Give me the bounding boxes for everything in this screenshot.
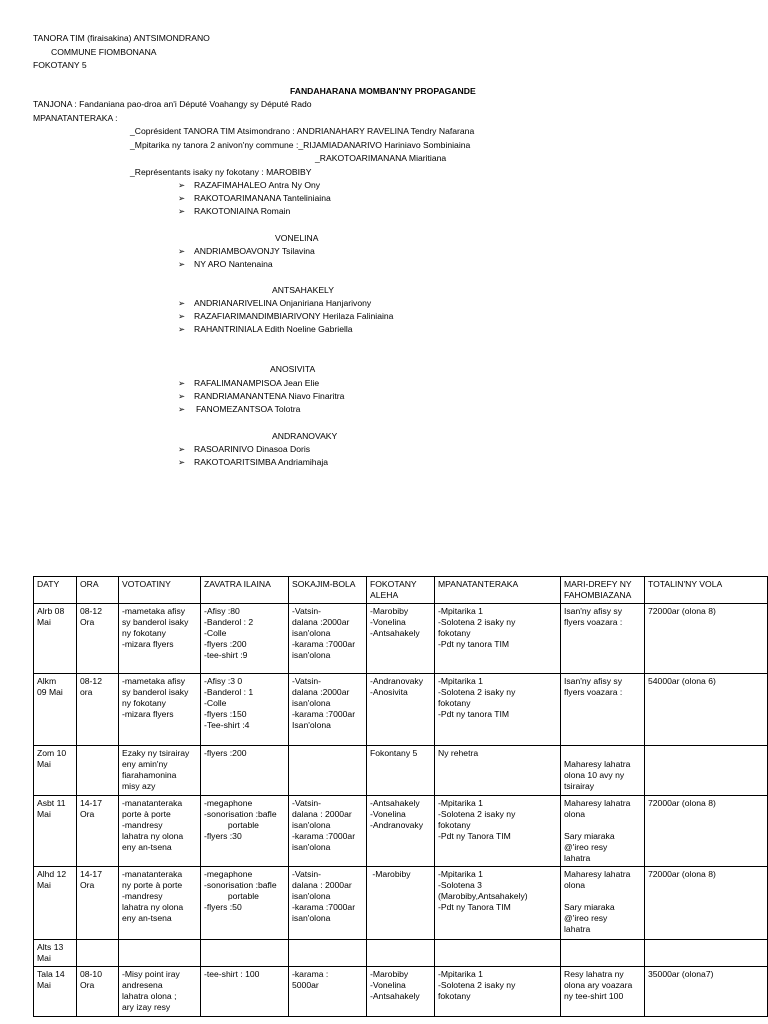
cell-text: -Antsahakely xyxy=(370,798,420,808)
cell-text: Maharesy lahatra xyxy=(564,759,631,769)
cell-text: 09 Mai xyxy=(37,687,63,697)
cell-sokajim-bola xyxy=(289,867,367,940)
cell-text: isan'olona xyxy=(292,913,331,923)
cell-text: olona 10 avy ny xyxy=(564,770,625,780)
cell-text: -mametaka afisy xyxy=(122,606,186,616)
cell-text: isan'olona xyxy=(292,628,331,638)
cell-text: isan'olona xyxy=(292,698,331,708)
cell-totalin-ny-vola xyxy=(645,674,768,746)
cell-text: ary izay resy xyxy=(122,1002,171,1012)
cell-text: lahatra ny olona xyxy=(122,831,184,841)
cell-text xyxy=(564,748,641,759)
cell-sokajim-bola xyxy=(289,604,367,674)
cell-text: Ora xyxy=(80,809,95,819)
cell-text: VOTOATINY xyxy=(122,579,171,589)
cell-text: -Mpitarika 1 xyxy=(438,869,483,879)
cell-text: olona ary voazara xyxy=(564,980,633,990)
cell-text: -tee-shirt : 100 xyxy=(204,969,260,979)
group-heading: VONELINA xyxy=(275,233,319,243)
cell-ora xyxy=(77,604,119,674)
arrow-bullet-icon: ➢ xyxy=(178,444,186,454)
cell-text: flyers voazara : xyxy=(564,687,623,697)
cell-text: Alrb 08 xyxy=(37,606,65,616)
cell-text: -Colle xyxy=(204,628,227,638)
cell-text: -mandresy xyxy=(122,820,163,830)
cell-fokotany-aleha xyxy=(367,674,435,746)
cell-text: flyers voazara : xyxy=(564,617,623,627)
cell-fokotany-aleha xyxy=(367,796,435,867)
cell-zavatra-ilaina xyxy=(201,604,289,674)
cell-ora xyxy=(77,967,119,1017)
cell-text: -Vatsin- xyxy=(292,798,321,808)
cell-text: -Afisy :80 xyxy=(204,606,240,616)
cell-text: -Anosivita xyxy=(370,687,408,697)
cell-text: dalana :2000ar xyxy=(292,617,350,627)
cell-text: -Vatsin- xyxy=(292,606,321,616)
cell-text: 14-17 xyxy=(80,869,102,879)
arrow-bullet-icon: ➢ xyxy=(178,378,186,388)
group-heading: ANDRANOVAKY xyxy=(272,431,338,441)
header-line-1: TANORA TIM (firaisakina) ANTSIMONDRANO xyxy=(33,33,210,43)
cell-text xyxy=(564,891,641,902)
copresident-line: _Coprésident TANORA TIM Atsimondrano : ANDRIANAHARY RAVELINA Tendry Nafarana xyxy=(130,126,475,136)
cell-text: -Vatsin- xyxy=(292,676,321,686)
header-line-3: FOKOTANY 5 xyxy=(33,60,87,70)
cell-text: @'ireo resy xyxy=(564,913,608,923)
schedule-table xyxy=(33,576,768,1017)
cell-mari-drefy xyxy=(561,940,645,967)
cell-text: -Vonelina xyxy=(370,980,406,990)
cell-text: Asbt 11 xyxy=(37,798,66,808)
cell-text: sy banderol isaky xyxy=(122,687,189,697)
header-cell-totalin-ny-vola xyxy=(645,577,768,604)
cell-text: Mai xyxy=(37,809,51,819)
cell-text: eny amin'ny xyxy=(122,759,168,769)
group-heading: ANOSIVITA xyxy=(270,364,316,374)
cell-text: Isan'olona xyxy=(292,720,331,730)
table-row xyxy=(34,867,768,940)
arrow-bullet-icon: ➢ xyxy=(178,206,186,216)
cell-totalin-ny-vola xyxy=(645,604,768,674)
cell-text: -Colle xyxy=(204,698,227,708)
cell-text: Tala 14 xyxy=(37,969,65,979)
header-cell-mari-drefy xyxy=(561,577,645,604)
cell-text: 5000ar xyxy=(292,980,319,990)
cell-mpanatanteraka xyxy=(435,867,561,940)
cell-text: Alhd 12 xyxy=(37,869,67,879)
cell-text: -karama : xyxy=(292,969,329,979)
cell-totalin-ny-vola xyxy=(645,967,768,1017)
cell-text: -flyers :200 xyxy=(204,639,247,649)
cell-text: -Marobiby xyxy=(370,969,409,979)
cell-mpanatanteraka xyxy=(435,746,561,796)
cell-text: SOKAJIM-BOLA xyxy=(292,579,356,589)
cell-text: -flyers :50 xyxy=(204,902,242,912)
cell-daty xyxy=(34,796,77,867)
cell-daty xyxy=(34,674,77,746)
cell-text: -Banderol : 1 xyxy=(204,687,254,697)
arrow-bullet-icon: ➢ xyxy=(178,180,186,190)
cell-text: -Solotena 2 isaky ny xyxy=(438,809,516,819)
cell-text: Mai xyxy=(37,759,51,769)
cell-text: lahatra olona ; xyxy=(122,991,177,1001)
cell-totalin-ny-vola xyxy=(645,746,768,796)
cell-text: -Pdt ny Tanora TIM xyxy=(438,831,511,841)
arrow-bullet-icon: ➢ xyxy=(178,311,186,321)
cell-text: 14-17 xyxy=(80,798,102,808)
cell-votoatiny xyxy=(119,674,201,746)
cell-text: -mizara flyers xyxy=(122,709,174,719)
cell-text: fokotany xyxy=(438,991,471,1001)
cell-text: ny fokotany xyxy=(122,628,166,638)
cell-text: lahatra xyxy=(564,924,591,934)
cell-text: isan'olona xyxy=(292,650,331,660)
cell-text: Ora xyxy=(80,617,95,627)
cell-text: ny porte à porte xyxy=(122,880,183,890)
cell-text: Sary miaraka xyxy=(564,902,615,912)
cell-text xyxy=(564,820,641,831)
cell-sokajim-bola xyxy=(289,967,367,1017)
cell-text: -Solotena 2 isaky ny xyxy=(438,980,516,990)
header-line-2: COMMUNE FIOMBONANA xyxy=(51,47,157,57)
mpanatanteraka-label: MPANATANTERAKA : xyxy=(33,113,118,123)
cell-votoatiny xyxy=(119,967,201,1017)
cell-votoatiny xyxy=(119,604,201,674)
header-cell-fokotany-aleha xyxy=(367,577,435,604)
cell-text: 72000ar (olona 8) xyxy=(648,606,716,616)
cell-text: -Tee-shirt :4 xyxy=(204,720,250,730)
cell-text: -Solotena 2 isaky ny xyxy=(438,687,516,697)
cell-text: misy azy xyxy=(122,781,156,791)
header-cell-ora xyxy=(77,577,119,604)
cell-text: portable xyxy=(204,891,259,901)
cell-text: Mai xyxy=(37,980,51,990)
cell-text: Isan'ny afisy sy xyxy=(564,676,622,686)
cell-text: fokotany xyxy=(438,820,471,830)
cell-zavatra-ilaina xyxy=(201,674,289,746)
table-row xyxy=(34,796,768,867)
cell-text: Mai xyxy=(37,617,51,627)
cell-text: -karama :7000ar xyxy=(292,831,356,841)
cell-text: -mandresy xyxy=(122,891,163,901)
cell-text: -Mpitarika 1 xyxy=(438,606,483,616)
cell-text: -Pdt ny Tanora TIM xyxy=(438,902,511,912)
cell-fokotany-aleha xyxy=(367,867,435,940)
cell-text: -Mpitarika 1 xyxy=(438,798,483,808)
cell-text: -Andranovaky xyxy=(370,820,424,830)
cell-text: 08-12 xyxy=(80,676,102,686)
arrow-bullet-icon: ➢ xyxy=(178,193,186,203)
cell-mpanatanteraka xyxy=(435,674,561,746)
group-heading: ANTSAHAKELY xyxy=(272,285,334,295)
arrow-bullet-icon: ➢ xyxy=(178,298,186,308)
cell-fokotany-aleha xyxy=(367,940,435,967)
cell-text: -flyers :150 xyxy=(204,709,247,719)
arrow-bullet-icon: ➢ xyxy=(178,404,186,414)
cell-text: 54000ar (olona 6) xyxy=(648,676,716,686)
cell-text: -mizara flyers xyxy=(122,639,174,649)
header-cell-zavatra-ilaina xyxy=(201,577,289,604)
cell-text: -megaphone xyxy=(204,869,253,879)
cell-text: -sonorisation :bafle xyxy=(204,809,277,819)
cell-text: -manatanteraka xyxy=(122,798,183,808)
cell-text: isan'olona xyxy=(292,820,331,830)
cell-text: MPANATANTERAKA xyxy=(438,579,519,589)
cell-fokotany-aleha xyxy=(367,746,435,796)
cell-text: Mai xyxy=(37,953,51,963)
cell-text: eny an-tsena xyxy=(122,842,172,852)
cell-fokotany-aleha xyxy=(367,604,435,674)
cell-votoatiny xyxy=(119,940,201,967)
cell-text: @'ireo resy xyxy=(564,842,608,852)
cell-text: ZAVATRA ILAINA xyxy=(204,579,271,589)
cell-text: FAHOMBIAZANA xyxy=(564,590,632,600)
cell-text: MARI-DREFY NY xyxy=(564,579,632,589)
cell-totalin-ny-vola xyxy=(645,940,768,967)
cell-text: ORA xyxy=(80,579,99,589)
cell-text: -Marobiby xyxy=(370,869,411,879)
cell-text: -Mpitarika 1 xyxy=(438,969,483,979)
cell-mpanatanteraka xyxy=(435,967,561,1017)
cell-text: fiarahamonina xyxy=(122,770,177,780)
cell-text: Sary miaraka xyxy=(564,831,615,841)
cell-fokotany-aleha xyxy=(367,967,435,1017)
cell-votoatiny xyxy=(119,746,201,796)
cell-text: TOTALIN'NY VOLA xyxy=(648,579,723,589)
cell-ora xyxy=(77,746,119,796)
cell-text: -Vonelina xyxy=(370,809,406,819)
cell-text: fokotany xyxy=(438,628,471,638)
cell-text: tsirairay xyxy=(564,781,595,791)
cell-votoatiny xyxy=(119,867,201,940)
cell-text: 08-10 xyxy=(80,969,102,979)
cell-text: eny an-tsena xyxy=(122,913,172,923)
cell-text: sy banderol isaky xyxy=(122,617,189,627)
cell-text: Alts 13 xyxy=(37,942,64,952)
cell-daty xyxy=(34,940,77,967)
cell-zavatra-ilaina xyxy=(201,796,289,867)
cell-text: -Vonelina xyxy=(370,617,406,627)
cell-mari-drefy xyxy=(561,604,645,674)
cell-text: portable xyxy=(204,820,259,830)
cell-totalin-ny-vola xyxy=(645,796,768,867)
cell-text: FOKOTANY xyxy=(370,579,417,589)
cell-text: Mai xyxy=(37,880,51,890)
cell-text: isan'olona xyxy=(292,842,331,852)
cell-sokajim-bola xyxy=(289,796,367,867)
mpitarika-line-1: _Mpitarika ny tanora 2 anivon'ny commune :_RIJAMIADANARIVO Hariniavo Sombiniaina xyxy=(130,140,471,150)
cell-text: DATY xyxy=(37,579,60,589)
arrow-bullet-icon: ➢ xyxy=(178,457,186,467)
cell-text: -karama :7000ar xyxy=(292,709,356,719)
cell-text: -Misy point iray xyxy=(122,969,180,979)
table-row xyxy=(34,967,768,1017)
representants-line: _Représentants isaky ny fokotany : MAROBIBY xyxy=(130,167,312,177)
cell-text: ora xyxy=(80,687,93,697)
cell-text: Alkm xyxy=(37,676,57,686)
cell-daty xyxy=(34,746,77,796)
cell-votoatiny xyxy=(119,796,201,867)
cell-text: -karama :7000ar xyxy=(292,639,356,649)
cell-ora xyxy=(77,940,119,967)
cell-text: lahatra xyxy=(564,853,591,863)
cell-mari-drefy xyxy=(561,796,645,867)
cell-text: andresena xyxy=(122,980,163,990)
cell-text: porte à porte xyxy=(122,809,171,819)
cell-text: dalana :2000ar xyxy=(292,687,350,697)
cell-zavatra-ilaina xyxy=(201,746,289,796)
arrow-bullet-icon: ➢ xyxy=(178,246,186,256)
cell-sokajim-bola xyxy=(289,746,367,796)
cell-sokajim-bola xyxy=(289,674,367,746)
cell-mari-drefy xyxy=(561,746,645,796)
cell-text: isan'olona xyxy=(292,891,331,901)
cell-text: dalana : 2000ar xyxy=(292,880,352,890)
cell-text: -manatanteraka xyxy=(122,869,183,879)
header-cell-sokajim-bola xyxy=(289,577,367,604)
cell-text: -Solotena 3 xyxy=(438,880,482,890)
cell-totalin-ny-vola xyxy=(645,867,768,940)
cell-text: -Solotena 2 isaky ny xyxy=(438,617,516,627)
arrow-bullet-icon: ➢ xyxy=(178,259,186,269)
cell-text: -Antsahakely xyxy=(370,628,420,638)
cell-text: dalana : 2000ar xyxy=(292,809,352,819)
cell-daty xyxy=(34,604,77,674)
cell-text: -Pdt ny tanora TIM xyxy=(438,709,510,719)
header-cell-votoatiny xyxy=(119,577,201,604)
cell-text: -mametaka afisy xyxy=(122,676,186,686)
cell-mpanatanteraka xyxy=(435,604,561,674)
cell-text: olona xyxy=(564,880,586,890)
cell-ora xyxy=(77,674,119,746)
cell-ora xyxy=(77,796,119,867)
cell-text: -Marobiby xyxy=(370,606,409,616)
cell-text: 72000ar (olona 8) xyxy=(648,798,716,808)
cell-text: 72000ar (olona 8) xyxy=(648,869,716,879)
cell-text: -sonorisation :bafle xyxy=(204,880,277,890)
cell-text: Zom 10 xyxy=(37,748,67,758)
cell-text: Isan'ny afisy sy xyxy=(564,606,622,616)
document-title: FANDAHARANA MOMBAN'NY PROPAGANDE xyxy=(290,86,476,96)
arrow-bullet-icon: ➢ xyxy=(178,391,186,401)
cell-text: 08-12 xyxy=(80,606,102,616)
cell-text: -flyers :30 xyxy=(204,831,242,841)
cell-daty xyxy=(34,867,77,940)
table-row xyxy=(34,674,768,746)
cell-text: -karama :7000ar xyxy=(292,902,356,912)
arrow-bullet-icon: ➢ xyxy=(178,324,186,334)
cell-text: Ora xyxy=(80,980,95,990)
cell-text: -Antsahakely xyxy=(370,991,420,1001)
mpitarika-line-2: _RAKOTOARIMANANA Miaritiana xyxy=(315,153,447,163)
cell-text: -flyers :200 xyxy=(204,748,247,758)
cell-text: 35000ar (olona7) xyxy=(648,969,714,979)
cell-text: fokotany xyxy=(438,698,471,708)
header-cell-daty xyxy=(34,577,77,604)
cell-mari-drefy xyxy=(561,674,645,746)
tanjona-line: TANJONA : Fandaniana pao-droa an'i Député Voahangy sy Député Rado xyxy=(33,99,312,109)
cell-zavatra-ilaina xyxy=(201,940,289,967)
cell-ora xyxy=(77,867,119,940)
cell-text: lahatra ny olona xyxy=(122,902,184,912)
table-header-row xyxy=(34,577,768,604)
cell-text: ny fokotany xyxy=(122,698,166,708)
table-row xyxy=(34,746,768,796)
cell-text: ny tee-shirt 100 xyxy=(564,991,624,1001)
cell-text: -Pdt ny tanora TIM xyxy=(438,639,510,649)
cell-text: Ora xyxy=(80,880,95,890)
cell-sokajim-bola xyxy=(289,940,367,967)
cell-daty xyxy=(34,967,77,1017)
cell-text: Ezaky ny tsirairay xyxy=(122,748,190,758)
cell-text: -Mpitarika 1 xyxy=(438,676,483,686)
cell-text: Resy lahatra ny xyxy=(564,969,624,979)
cell-text: -megaphone xyxy=(204,798,253,808)
cell-text: ALEHA xyxy=(370,590,399,600)
header-cell-mpanatanteraka xyxy=(435,577,561,604)
cell-text: -Andranovaky xyxy=(370,676,424,686)
cell-text: (Marobiby,Antsahakely) xyxy=(438,891,528,901)
cell-mari-drefy xyxy=(561,967,645,1017)
cell-text: -Vatsin- xyxy=(292,869,321,879)
cell-mari-drefy xyxy=(561,867,645,940)
cell-zavatra-ilaina xyxy=(201,967,289,1017)
cell-text: olona xyxy=(564,809,586,819)
cell-text: Ny rehetra xyxy=(438,748,479,758)
table-row xyxy=(34,604,768,674)
cell-text: -Banderol : 2 xyxy=(204,617,254,627)
cell-text: Maharesy lahatra xyxy=(564,869,631,879)
cell-text: Maharesy lahatra xyxy=(564,798,631,808)
table-row xyxy=(34,940,768,967)
cell-mpanatanteraka xyxy=(435,796,561,867)
cell-text: -tee-shirt :9 xyxy=(204,650,248,660)
cell-text: Fokontany 5 xyxy=(370,748,418,758)
cell-zavatra-ilaina xyxy=(201,867,289,940)
cell-mpanatanteraka xyxy=(435,940,561,967)
cell-text: -Afisy :3 0 xyxy=(204,676,243,686)
